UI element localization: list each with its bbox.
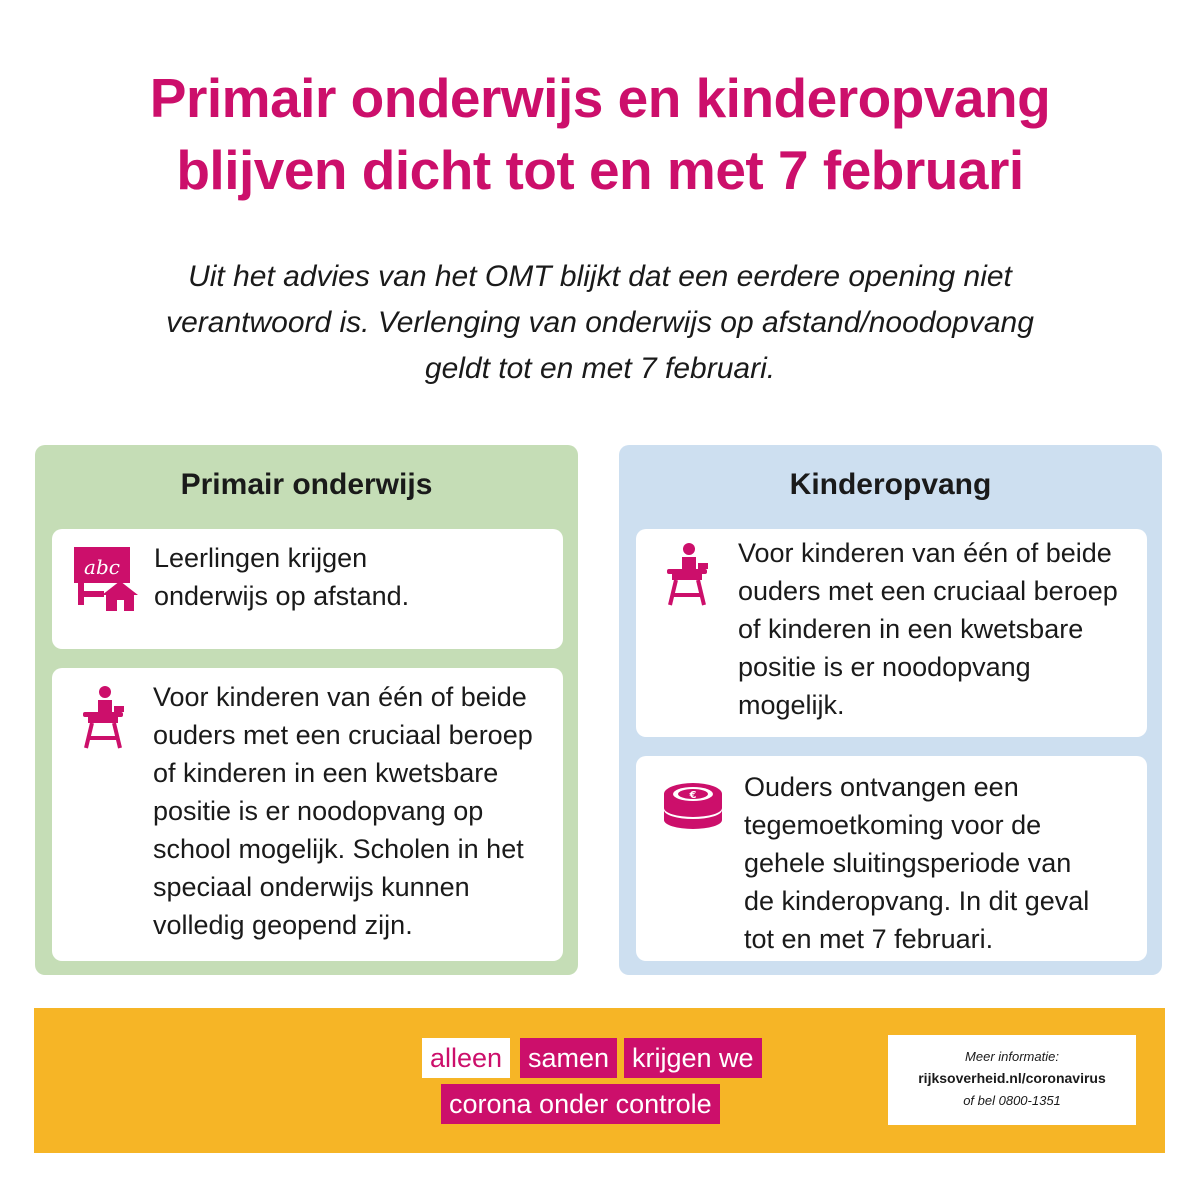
- card-tegemoetkoming: [636, 756, 1147, 961]
- panel-kinderopvang: [619, 445, 1162, 975]
- card-text: [744, 768, 1089, 958]
- card-line: mogelijk.: [738, 690, 845, 720]
- card-afstandsonderwijs: [52, 529, 563, 649]
- info-phone: of bel 0800-1351: [963, 1093, 1061, 1108]
- card-line: positie is er noodopvang: [738, 652, 1031, 682]
- subtitle-line-1: Uit het advies van het OMT blijkt dat een eerdere opening niet: [188, 260, 1012, 293]
- card-line: Voor kinderen van één of beide: [153, 682, 527, 712]
- card-line: de kinderopvang. In dit geval: [744, 886, 1090, 916]
- card-line: Leerlingen krijgen: [154, 543, 368, 573]
- card-line: ouders met een cruciaal beroep: [153, 720, 533, 750]
- subtitle: [150, 254, 1050, 392]
- info-url-link[interactable]: rijksoverheid.nl/coronavirus: [918, 1070, 1106, 1086]
- card-text: [738, 534, 1118, 724]
- card-line: ouders met een cruciaal beroep: [738, 576, 1118, 606]
- svg-text:€: €: [689, 790, 697, 801]
- card-text: [154, 539, 409, 615]
- card-line: Ouders ontvangen een: [744, 772, 1019, 802]
- subtitle-line-2: verantwoord is. Verlenging van onderwijs op afstand/noodopvang: [166, 306, 1034, 339]
- title-line-1: Primair onderwijs en kinderopvang: [149, 67, 1051, 129]
- panel-heading-kinderopvang: Kinderopvang: [789, 468, 992, 501]
- panel-heading-primair: Primair onderwijs: [180, 468, 433, 501]
- high-chair-child-icon: [664, 543, 710, 612]
- icon-text-abc: abc: [84, 555, 120, 579]
- card-line: tot en met 7 februari.: [744, 924, 994, 954]
- card-line: volledig geopend zijn.: [153, 910, 413, 940]
- high-chair-child-icon: [80, 686, 126, 755]
- card-line: of kinderen in een kwetsbare: [738, 614, 1084, 644]
- card-line: of kinderen in een kwetsbare: [153, 758, 499, 788]
- card-line: onderwijs op afstand.: [154, 581, 410, 611]
- panel-primair-onderwijs: [35, 445, 578, 975]
- slogan-word-alleen: alleen: [422, 1038, 510, 1078]
- slogan-word-samen: samen: [520, 1038, 617, 1078]
- coin-stack-euro-icon: [662, 780, 724, 835]
- school-board-home-icon: [72, 543, 142, 620]
- subtitle-line-3: geldt tot en met 7 februari.: [424, 352, 776, 385]
- card-text: [153, 678, 533, 944]
- info-label: Meer informatie:: [965, 1049, 1059, 1064]
- card-line: school mogelijk. Scholen in het: [153, 834, 524, 864]
- info-box: [888, 1035, 1136, 1125]
- title-line-2: blijven dicht tot en met 7 februari: [176, 139, 1024, 201]
- card-line: tegemoetkoming voor de: [744, 810, 1042, 840]
- card-line: speciaal onderwijs kunnen: [153, 872, 470, 902]
- card-noodopvang-school: [52, 668, 563, 961]
- card-line: gehele sluitingsperiode van: [744, 848, 1072, 878]
- card-line: positie is er noodopvang op: [153, 796, 484, 826]
- slogan-word-krijgen-we: krijgen we: [624, 1038, 762, 1078]
- card-noodopvang-kinderopvang: [636, 529, 1147, 737]
- slogan-line-2: corona onder controle: [441, 1084, 720, 1124]
- page-title: [0, 62, 1200, 206]
- card-line: Voor kinderen van één of beide: [738, 538, 1112, 568]
